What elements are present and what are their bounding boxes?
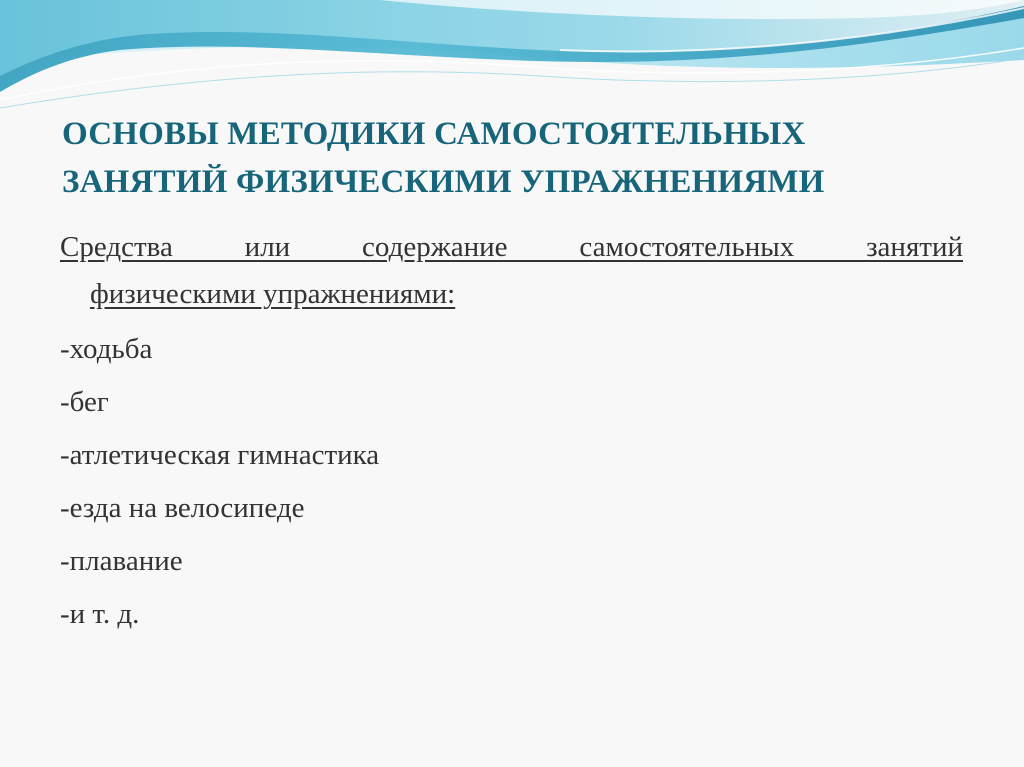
slide-title	[62, 110, 982, 206]
slide-title-line-1: ОСНОВЫ МЕТОДИКИ САМОСТОЯТЕЛЬНЫХ	[62, 116, 806, 152]
subtitle-line-1: Средства или содержание самостоятельных занятий	[60, 231, 963, 263]
exercise-list	[60, 323, 379, 641]
list-item: -ходьба	[60, 333, 153, 365]
list-item: -и т. д.	[60, 598, 140, 630]
list-item: -езда на велосипеде	[60, 492, 305, 524]
subtitle-line-2: физическими упражнениями:	[90, 278, 456, 310]
slide-subtitle	[60, 224, 963, 318]
list-item: -плавание	[60, 545, 183, 577]
list-item: -бег	[60, 386, 109, 418]
list-item: -атлетическая гимнастика	[60, 439, 380, 471]
slide-title-line-2: ЗАНЯТИЙ ФИЗИЧЕСКИМИ УПРАЖНЕНИЯМИ	[62, 164, 825, 200]
